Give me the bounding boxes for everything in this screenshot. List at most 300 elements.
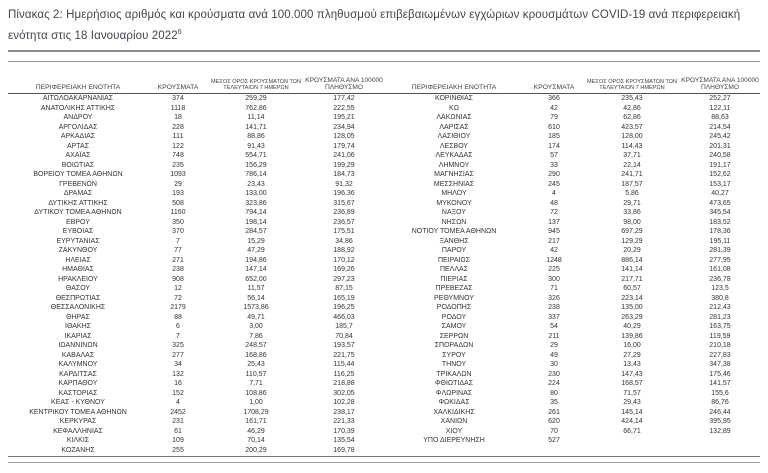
region-name: ΣΕΡΡΩΝ <box>439 332 469 340</box>
cases-value: 29 <box>174 180 182 188</box>
per-100k-value: 347,38 <box>709 361 731 369</box>
avg-7day-value: 23,43 <box>247 180 265 188</box>
avg-7day-value: 141,14 <box>621 266 643 274</box>
table-row <box>384 389 760 399</box>
cases-value: 79 <box>550 114 558 122</box>
avg-7day-value: 1573,86 <box>243 304 269 312</box>
cases-value: 16 <box>174 380 182 388</box>
per-100k-value: 70,84 <box>335 332 353 340</box>
region-name: ΔΥΤΙΚΗΣ ΑΤΤΙΚΗΣ <box>48 199 108 207</box>
table-row <box>384 104 760 114</box>
per-100k-value: 236,78 <box>709 275 731 283</box>
cases-value: 945 <box>548 228 560 236</box>
cases-value: 30 <box>550 361 558 369</box>
region-name: ΛΑΚΩΝΙΑΣ <box>436 114 472 122</box>
region-name: ΚΩ <box>449 104 459 112</box>
per-100k-value: 252,27 <box>709 95 731 103</box>
table-row <box>8 303 384 313</box>
region-name: ΑΝΑΤΟΛΙΚΗΣ ΑΤΤΙΚΗΣ <box>40 104 116 112</box>
col-header-cases: ΚΡΟΥΣΜΑΤΑ <box>524 62 584 94</box>
region-name: ΤΗΝΟΥ <box>441 361 467 369</box>
table-row <box>384 351 760 361</box>
header-row <box>384 62 760 94</box>
cases-value: 174 <box>548 142 560 150</box>
per-100k-value: 141,57 <box>709 380 731 388</box>
avg-7day-value: 886,14 <box>621 256 643 264</box>
region-name: ΜΑΓΝΗΣΙΑΣ <box>434 171 474 179</box>
region-name: ΛΕΥΚΑΔΑΣ <box>435 152 473 160</box>
avg-7day-value: 88,86 <box>247 133 265 141</box>
region-name: ΛΑΡΙΣΑΣ <box>439 123 469 131</box>
region-name: ΑΝΔΡΟΥ <box>63 114 93 122</box>
table-row <box>8 208 384 218</box>
per-100k-value: 40,27 <box>711 190 729 198</box>
avg-7day-value: 25,43 <box>247 361 265 369</box>
region-name: ΕΥΡΥΤΑΝΙΑΣ <box>56 237 100 245</box>
table-row <box>8 142 384 152</box>
cases-value: 12 <box>174 285 182 293</box>
per-100k-value: 196,36 <box>333 190 355 198</box>
avg-7day-value: 7,86 <box>249 332 263 340</box>
region-name: ΜΕΣΣΗΝΙΑΣ <box>433 180 475 188</box>
region-name: ΚΑΡΔΙΤΣΑΣ <box>59 370 97 378</box>
table-row <box>8 446 384 456</box>
cases-value: 77 <box>174 247 182 255</box>
region-name: ΡΕΘΥΜΝΟΥ <box>433 294 474 302</box>
table-row <box>8 199 384 209</box>
region-name: ΤΡΙΚΑΛΩΝ <box>436 370 472 378</box>
table-body-left <box>8 94 384 456</box>
region-name: ΕΒΡΟΥ <box>66 218 90 226</box>
per-100k-value: 193,57 <box>333 342 355 350</box>
per-100k-value: 153,17 <box>709 180 731 188</box>
region-name: ΦΛΩΡΙΝΑΣ <box>435 389 473 397</box>
table-row <box>384 398 760 408</box>
covid-table-left-half <box>8 62 384 456</box>
table-row <box>384 123 760 133</box>
per-100k-value: 380,8 <box>711 294 729 302</box>
region-name: ΑΡΚΑΔΙΑΣ <box>60 133 96 141</box>
cases-value: 366 <box>548 95 560 103</box>
region-name: ΚΕΦΑΛΛΗΝΙΑΣ <box>53 427 103 435</box>
avg-7day-value: 5,86 <box>625 190 639 198</box>
avg-7day-value: 259,29 <box>245 95 267 103</box>
table-row <box>384 218 760 228</box>
table-row <box>8 180 384 190</box>
avg-7day-value: 56,14 <box>247 294 265 302</box>
cases-value: 2179 <box>170 304 186 312</box>
table-row <box>384 265 760 275</box>
cases-value: 235 <box>172 161 184 169</box>
region-name: ΚΕΑΣ - ΚΥΘΝΟΥ <box>51 399 105 407</box>
cases-value: 7 <box>176 332 180 340</box>
table-row <box>8 436 384 446</box>
avg-7day-value: 1708,29 <box>243 408 269 416</box>
cases-value: 277 <box>172 351 184 359</box>
region-name: ΚΟΖΑΝΗΣ <box>61 446 95 454</box>
avg-7day-value: 786,14 <box>245 171 267 179</box>
region-name: ΚΑΡΠΑΘΟΥ <box>58 380 98 388</box>
avg-7day-value: 147,14 <box>245 266 267 274</box>
per-100k-value: 185,7 <box>335 323 353 331</box>
table-row <box>384 332 760 342</box>
cases-value: 109 <box>172 437 184 445</box>
region-name: ΓΡΕΒΕΝΩΝ <box>59 180 97 188</box>
per-100k-value: 155,6 <box>711 389 729 397</box>
cases-value: 224 <box>548 380 560 388</box>
avg-7day-value: 33,86 <box>623 209 641 217</box>
region-name: ΘΑΣΟΥ <box>65 285 91 293</box>
cases-value: 61 <box>174 427 182 435</box>
per-100k-value: 102,28 <box>333 399 355 407</box>
avg-7day-value: 145,14 <box>621 408 643 416</box>
region-name: ΙΚΑΡΙΑΣ <box>64 332 92 340</box>
per-100k-value: 245,42 <box>709 133 731 141</box>
avg-7day-value: 3,00 <box>249 323 263 331</box>
per-100k-value: 161,08 <box>709 266 731 274</box>
cases-value: 42 <box>550 247 558 255</box>
cases-value: 1093 <box>170 171 186 179</box>
per-100k-value: 152,62 <box>709 171 731 179</box>
covid-table-right-half <box>384 62 760 446</box>
top-divider-line <box>8 50 760 52</box>
region-name: ΗΛΕΙΑΣ <box>65 256 91 264</box>
per-100k-value: 214,54 <box>709 123 731 131</box>
cases-value: 350 <box>172 218 184 226</box>
per-100k-value: 395,95 <box>709 418 731 426</box>
per-100k-value: 135,54 <box>333 437 355 445</box>
col-header-region: ΠΕΡΙΦΕΡΕΙΑΚΗ ΕΝΟΤΗΤΑ <box>384 62 524 94</box>
cases-value: 7 <box>176 237 180 245</box>
per-100k-value: 246,44 <box>709 408 731 416</box>
per-100k-value: 170,12 <box>333 256 355 264</box>
table-body-right <box>384 94 760 446</box>
avg-7day-value: 42,86 <box>623 104 641 112</box>
cases-value: 231 <box>172 418 184 426</box>
per-100k-value: 163,75 <box>709 323 731 331</box>
table-row <box>8 170 384 180</box>
region-name: ΧΑΝΙΩΝ <box>440 418 468 426</box>
avg-7day-value: 235,43 <box>621 95 643 103</box>
col-header-per100k: ΚΡΟΥΣΜΑΤΑ ΑΝΑ 100000 ΠΛΗΘΥΣΜΟ <box>304 62 384 94</box>
region-name: ΠΡΕΒΕΖΑΣ <box>435 285 473 293</box>
region-name: ΛΗΜΝΟΥ <box>438 161 470 169</box>
table-row <box>8 189 384 199</box>
per-100k-value: 241,06 <box>333 152 355 160</box>
avg-7day-value: 110,57 <box>245 370 267 378</box>
table-row <box>384 275 760 285</box>
per-100k-value: 297,23 <box>333 275 355 283</box>
region-name: ΝΗΣΩΝ <box>441 218 467 226</box>
avg-7day-value: 194,86 <box>245 256 267 264</box>
avg-7day-value: 91,43 <box>247 142 265 150</box>
cases-value: 228 <box>172 123 184 131</box>
cases-value: 193 <box>172 190 184 198</box>
table-row <box>384 142 760 152</box>
table-row <box>8 341 384 351</box>
region-name: ΡΟΔΟΥ <box>441 313 467 321</box>
avg-7day-value: 217,71 <box>621 275 643 283</box>
region-name: ΦΘΙΩΤΙΔΑΣ <box>434 380 474 388</box>
avg-7day-value: 263,29 <box>621 313 643 321</box>
avg-7day-value: 323,86 <box>245 199 267 207</box>
region-name: ΘΕΣΠΡΩΤΙΑΣ <box>55 294 101 302</box>
per-100k-value: 132,89 <box>709 427 731 435</box>
region-name: ΝΑΞΟΥ <box>441 209 467 217</box>
region-name: ΝΟΤΙΟΥ ΤΟΜΕΑ ΑΘΗΝΩΝ <box>411 228 497 236</box>
cases-value: 4 <box>176 399 180 407</box>
table-row <box>8 94 384 104</box>
table-row <box>8 322 384 332</box>
region-name: ΠΙΕΡΙΑΣ <box>440 275 468 283</box>
cases-value: 80 <box>550 389 558 397</box>
region-name: ΒΟΡΕΙΟΥ ΤΟΜΕΑ ΑΘΗΝΩΝ <box>33 171 123 179</box>
cases-value: 152 <box>172 389 184 397</box>
table-row <box>384 303 760 313</box>
avg-7day-value: 128,00 <box>621 133 643 141</box>
table-row <box>384 341 760 351</box>
cases-value: 230 <box>548 370 560 378</box>
table-row <box>384 161 760 171</box>
region-name: ΚΕΝΤΡΙΚΟΥ ΤΟΜΕΑ ΑΘΗΝΩΝ <box>29 408 127 416</box>
region-name: ΚΙΛΚΙΣ <box>66 437 90 445</box>
table-row <box>8 370 384 380</box>
table-row <box>8 227 384 237</box>
cases-value: 49 <box>550 351 558 359</box>
per-100k-value: 212,43 <box>709 304 731 312</box>
avg-7day-value: 22,14 <box>623 161 641 169</box>
cases-value: 508 <box>172 199 184 207</box>
per-100k-value: 196,25 <box>333 304 355 312</box>
region-name: ΜΗΛΟΥ <box>441 190 467 198</box>
per-100k-value: 201,31 <box>709 142 731 150</box>
avg-7day-value: 147,43 <box>621 370 643 378</box>
per-100k-value: 195,21 <box>333 114 355 122</box>
table-row <box>8 246 384 256</box>
table-row <box>8 284 384 294</box>
cases-value: 185 <box>548 133 560 141</box>
cases-value: 18 <box>174 114 182 122</box>
region-name: ΣΥΡΟΥ <box>442 351 466 359</box>
cases-value: 326 <box>548 294 560 302</box>
region-name: ΦΩΚΙΔΑΣ <box>438 399 470 407</box>
per-100k-value: 302,05 <box>333 389 355 397</box>
table-row <box>8 113 384 123</box>
region-name: ΣΑΜΟΥ <box>441 323 467 331</box>
cases-value: 374 <box>172 95 184 103</box>
per-100k-value: 199,29 <box>333 161 355 169</box>
table-row <box>8 351 384 361</box>
table-row <box>384 313 760 323</box>
per-100k-value: 240,58 <box>709 152 731 160</box>
avg-7day-value: 16,00 <box>623 342 641 350</box>
avg-7day-value: 129,29 <box>621 237 643 245</box>
cases-value: 325 <box>172 342 184 350</box>
col-header-avg7: ΜΕΣΟΣ ΟΡΟΣ ΚΡΟΥΣΜΑΤΩΝ ΤΩΝ ΤΕΛΕΥΤΑΙΩΝ 7 ΗΜΕΡΩΝ <box>584 62 680 94</box>
per-100k-value <box>680 436 760 446</box>
cases-value: 238 <box>548 304 560 312</box>
per-100k-value: 169,78 <box>333 446 355 454</box>
region-name: ΣΠΟΡΑΔΩΝ <box>434 342 474 350</box>
table-caption-text: Πίνακας 2: Ημερήσιος αριθμός και κρούσματα ανά 100.000 πληθυσμού επιβεβαιωμένων εγχώριων κρουσμάτων COVID-19 ανά περιφερειακή ενότητα στις 18 Ιανουαρίου 2022 <box>8 9 741 42</box>
per-100k-value: 119,59 <box>709 332 731 340</box>
per-100k-value: 116,25 <box>333 370 355 378</box>
table-header-right <box>384 62 760 94</box>
table-row <box>384 180 760 190</box>
region-name: ΛΕΣΒΟΥ <box>439 142 469 150</box>
cases-value: 271 <box>172 256 184 264</box>
cases-value: 29 <box>550 342 558 350</box>
bottom-divider-line <box>8 462 760 463</box>
cases-value: 42 <box>550 104 558 112</box>
region-name: ΧΙΟΥ <box>445 427 463 435</box>
region-name: ΒΟΙΩΤΙΑΣ <box>61 161 95 169</box>
region-name: ΑΙΤΩΛΟΑΚΑΡΝΑΝΙΑΣ <box>42 95 114 103</box>
avg-7day-value: 187,57 <box>621 180 643 188</box>
per-100k-value: 222,55 <box>333 104 355 112</box>
per-100k-value: 175,46 <box>709 370 731 378</box>
avg-7day-value: 7,71 <box>249 380 263 388</box>
region-name: ΜΥΚΟΝΟΥ <box>436 199 472 207</box>
region-name: ΙΩΑΝΝΙΝΩΝ <box>58 342 98 350</box>
table-row <box>8 332 384 342</box>
avg-7day-value: 13,43 <box>623 361 641 369</box>
cases-value: 71 <box>550 285 558 293</box>
avg-7day-value: 114,43 <box>621 142 643 150</box>
avg-7day-value: 223,14 <box>621 294 643 302</box>
cases-value: 137 <box>548 218 560 226</box>
table-row <box>384 227 760 237</box>
avg-7day-value: 135,00 <box>621 304 643 312</box>
avg-7day-value: 108,86 <box>245 389 267 397</box>
region-name: ΠΑΡΟΥ <box>441 247 467 255</box>
table-row <box>8 389 384 399</box>
per-100k-value: 123,5 <box>711 285 729 293</box>
cases-value: 217 <box>548 237 560 245</box>
cases-value: 70 <box>550 427 558 435</box>
region-name: ΠΕΙΡΑΙΩΣ <box>438 256 470 264</box>
table-row <box>384 113 760 123</box>
per-100k-value: 177,42 <box>333 95 355 103</box>
table-row <box>384 189 760 199</box>
cases-value: 370 <box>172 228 184 236</box>
cases-value: 290 <box>548 171 560 179</box>
per-100k-value: 345,54 <box>709 209 731 217</box>
table-row <box>8 123 384 133</box>
table-row <box>8 132 384 142</box>
table-header-left <box>8 62 384 94</box>
region-name: ΕΥΒΟΙΑΣ <box>62 228 94 236</box>
table-row <box>8 104 384 114</box>
cases-value: 211 <box>548 332 560 340</box>
region-name: ΑΧΑΪΑΣ <box>65 152 91 160</box>
col-header-cases: ΚΡΟΥΣΜΑΤΑ <box>148 62 208 94</box>
avg-7day-value: 15,29 <box>247 237 265 245</box>
per-100k-value: 277,95 <box>709 256 731 264</box>
cases-value: 6 <box>176 323 180 331</box>
col-header-region: ΠΕΡΙΦΕΡΕΙΑΚΗ ΕΝΟΤΗΤΑ <box>8 62 148 94</box>
per-100k-value: 315,67 <box>333 199 355 207</box>
avg-7day-value: 284,57 <box>245 228 267 236</box>
avg-7day-value: 60,57 <box>623 285 641 293</box>
avg-7day-value <box>584 436 680 446</box>
table-row <box>384 294 760 304</box>
avg-7day-value: 554,71 <box>245 152 267 160</box>
cases-value: 34 <box>174 361 182 369</box>
cases-value: 1248 <box>546 256 562 264</box>
cases-value: 245 <box>548 180 560 188</box>
avg-7day-value: 794,14 <box>245 209 267 217</box>
avg-7day-value: 11,14 <box>247 114 265 122</box>
cases-value: 54 <box>550 323 558 331</box>
table-caption <box>0 0 768 45</box>
region-name: ΥΠΟ ΔΙΕΡΕΥΝΗΣΗ <box>423 437 485 445</box>
table-row <box>384 151 760 161</box>
table-row <box>384 408 760 418</box>
col-header-per100k: ΚΡΟΥΣΜΑΤΑ ΑΝΑ 100000 ΠΛΗΘΥΣΜΟ <box>680 62 760 94</box>
per-100k-value: 221,33 <box>333 418 355 426</box>
avg-7day-value: 161,71 <box>245 418 267 426</box>
avg-7day-value: 198,14 <box>245 218 267 226</box>
region-name: ΚΑΛΥΜΝΟΥ <box>58 361 98 369</box>
cases-value: 300 <box>548 275 560 283</box>
per-100k-value: 178,36 <box>709 228 731 236</box>
table-columns-wrapper <box>8 62 760 456</box>
table-row <box>384 379 760 389</box>
per-100k-value: 175,51 <box>333 228 355 236</box>
table-row <box>384 256 760 266</box>
avg-7day-value: 66,71 <box>623 427 641 435</box>
per-100k-value: 466,03 <box>333 313 355 321</box>
table-row <box>8 265 384 275</box>
cases-value: 908 <box>172 275 184 283</box>
col-header-avg7: ΜΕΣΟΣ ΟΡΟΣ ΚΡΟΥΣΜΑΤΩΝ ΤΩΝ ΤΕΛΕΥΤΑΙΩΝ 7 ΗΜΕΡΩΝ <box>208 62 304 94</box>
region-name: ΖΑΚΥΝΘΟΥ <box>58 247 98 255</box>
table-row <box>8 256 384 266</box>
avg-7day-value: 98,00 <box>623 218 641 226</box>
avg-7day-value: 37,71 <box>623 152 641 160</box>
region-name: ΙΘΑΚΗΣ <box>65 323 91 331</box>
avg-7day-value: 762,86 <box>245 104 267 112</box>
table-bottom-rule <box>8 456 760 457</box>
table-row <box>384 284 760 294</box>
per-100k-value: 122,11 <box>709 104 731 112</box>
cases-value: 1118 <box>170 104 186 112</box>
cases-value: 122 <box>172 142 184 150</box>
cases-value: 748 <box>172 152 184 160</box>
table-row <box>384 360 760 370</box>
table-row <box>384 94 760 104</box>
region-name: ΧΑΛΚΙΔΙΚΗΣ <box>433 408 475 416</box>
cases-value: 610 <box>548 123 560 131</box>
table-row <box>384 370 760 380</box>
per-100k-value: 91,32 <box>335 180 353 188</box>
per-100k-value: 87,15 <box>335 285 353 293</box>
per-100k-value: 195,11 <box>709 237 731 245</box>
avg-7day-value: 241,71 <box>621 171 643 179</box>
region-name: ΑΡΓΟΛΙΔΑΣ <box>58 123 98 131</box>
region-name: ΚΑΣΤΟΡΙΑΣ <box>58 389 98 397</box>
table-row <box>384 322 760 332</box>
region-name: ΘΗΡΑΣ <box>66 313 90 321</box>
cases-value: 255 <box>172 446 184 454</box>
per-100k-value: 179,74 <box>333 142 355 150</box>
avg-7day-value: 27,29 <box>623 351 641 359</box>
table-row <box>8 379 384 389</box>
avg-7day-value: 141,71 <box>245 123 267 131</box>
table-row <box>8 360 384 370</box>
per-100k-value: 170,39 <box>333 427 355 435</box>
